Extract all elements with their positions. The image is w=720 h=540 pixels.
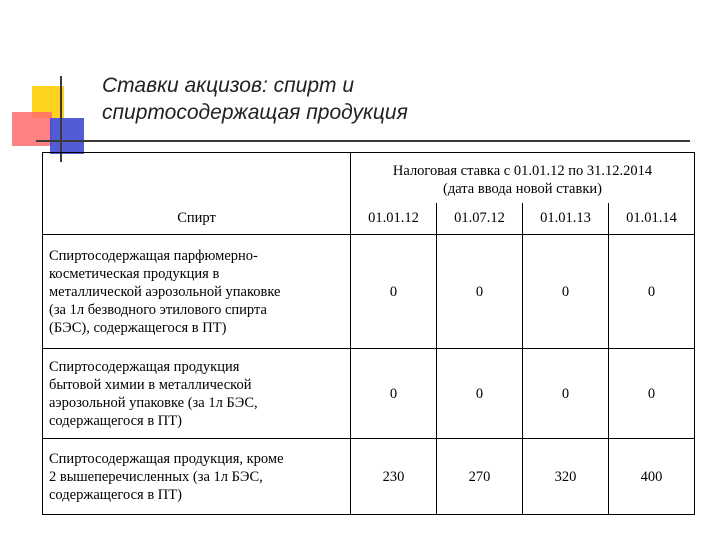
row-name-line: Спиртосодержащая продукция — [49, 358, 240, 375]
table-header-row-dates — [43, 203, 695, 235]
date-header-1: 01.01.12 — [351, 203, 437, 235]
table-row — [43, 235, 695, 349]
row-name-line: (за 1л безводного этилового спирта — [49, 301, 267, 318]
row-name-line: содержащегося в ПТ) — [49, 486, 182, 503]
slide-title — [102, 72, 682, 126]
date-header-2: 01.07.12 — [437, 203, 523, 235]
row-name-line: бытовой химии в металлической — [49, 376, 252, 393]
table-row — [43, 349, 695, 439]
period-header-line-2: (дата ввода новой ставки) — [443, 180, 602, 197]
period-header — [351, 153, 695, 203]
date-header-3: 01.01.13 — [523, 203, 609, 235]
period-header-line-1: Налоговая ставка с 01.01.12 по 31.12.2014 — [392, 162, 653, 179]
excise-rates-table — [42, 152, 695, 515]
title-underline — [36, 140, 690, 142]
row-name-household-chemicals — [43, 349, 351, 439]
rate-cell: 0 — [351, 349, 437, 439]
decorative-blue-square — [50, 118, 84, 154]
header-empty-cell — [43, 153, 351, 203]
rate-cell: 270 — [437, 439, 523, 515]
rate-cell: 0 — [609, 349, 695, 439]
slide-title-line-1: Ставки акцизов: спирт и — [102, 74, 355, 97]
rate-cell: 400 — [609, 439, 695, 515]
row-header-spirit: Спирт — [43, 203, 351, 235]
date-header-4: 01.01.14 — [609, 203, 695, 235]
rate-cell: 0 — [523, 235, 609, 349]
row-name-perfume-aerosol — [43, 235, 351, 349]
row-name-line: Спиртосодержащая парфюмерно- — [49, 247, 258, 264]
row-name-line: Спиртосодержащая продукция, кроме — [49, 450, 284, 467]
rate-cell: 230 — [351, 439, 437, 515]
rate-cell: 0 — [437, 235, 523, 349]
rate-cell: 0 — [351, 235, 437, 349]
row-name-line: металлической аэрозольной упаковке — [49, 283, 281, 300]
row-name-other-products — [43, 439, 351, 515]
row-name-line: косметическая продукция в — [49, 265, 220, 282]
row-name-line: аэрозольной упаковке (за 1л БЭС, — [49, 394, 258, 411]
rate-cell: 0 — [609, 235, 695, 349]
slide-title-line-2: спиртосодержащая продукция — [102, 101, 408, 124]
row-name-line: (БЭС), содержащегося в ПТ) — [49, 319, 227, 336]
table-header-row-period — [43, 153, 695, 203]
row-name-line: 2 вышеперечисленных (за 1л БЭС, — [49, 468, 263, 485]
table-row — [43, 439, 695, 515]
decorative-vertical-line — [60, 76, 62, 162]
row-name-line: содержащегося в ПТ) — [49, 412, 182, 429]
rate-cell: 0 — [437, 349, 523, 439]
rate-cell: 0 — [523, 349, 609, 439]
rate-cell: 320 — [523, 439, 609, 515]
